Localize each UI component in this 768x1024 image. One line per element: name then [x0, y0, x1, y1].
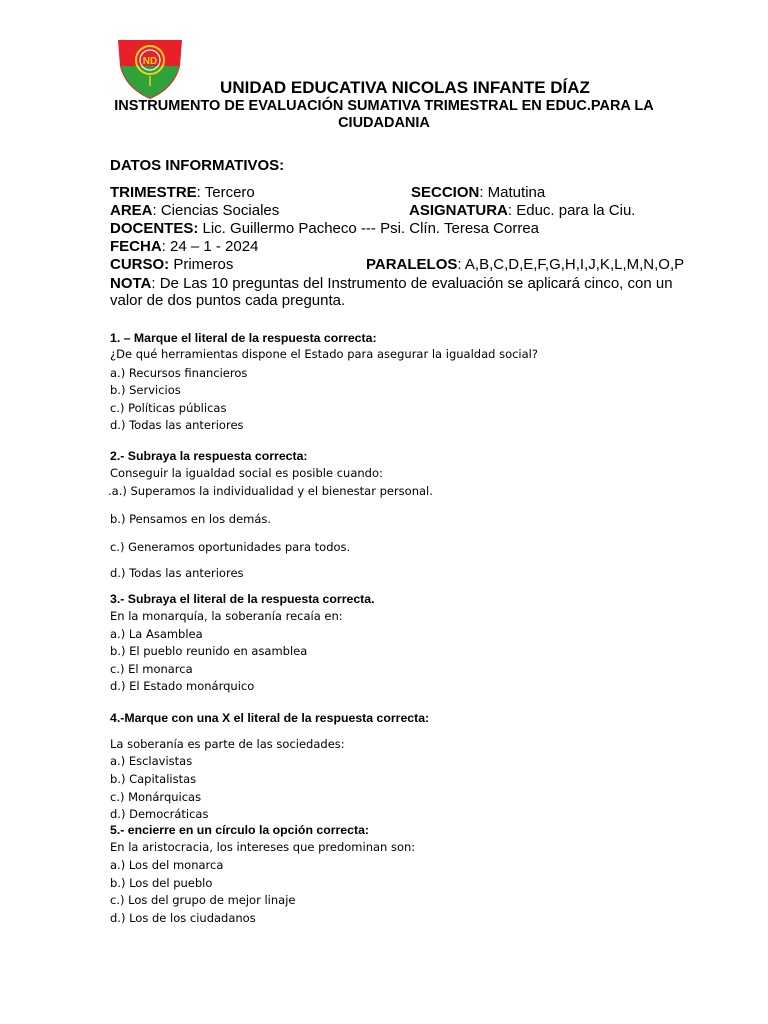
q4-prompt: La soberanía es parte de las sociedades:	[110, 737, 345, 751]
nota-field: NOTA: De Las 10 preguntas del Instrumento de evaluación se aplicará cinco, con un	[110, 275, 673, 292]
q4-option-d: d.) Democráticas	[110, 807, 209, 821]
school-name: UNIDAD EDUCATIVA NICOLAS INFANTE DÍAZ	[220, 78, 590, 97]
q3-option-a: a.) La Asamblea	[110, 627, 203, 641]
asignatura-field: ASIGNATURA: Educ. para la Ciu.	[409, 202, 636, 219]
q5-option-b: b.) Los del pueblo	[110, 876, 213, 890]
q1-option-c: c.) Políticas públicas	[110, 401, 227, 415]
q1-option-d: d.) Todas las anteriores	[110, 418, 244, 432]
q3-prompt: En la monarquía, la soberanía recaía en:	[110, 609, 343, 623]
docentes-field: DOCENTES: Lic. Guillermo Pacheco --- Psi. Clín. Teresa Correa	[110, 220, 540, 237]
q1-prompt: ¿De qué herramientas dispone el Estado para asegurar la igualdad social?	[110, 347, 538, 361]
q5-heading: 5.- encierre en un círculo la opción correcta:	[110, 823, 369, 837]
q5-option-c: c.) Los del grupo de mejor linaje	[110, 893, 296, 907]
q1-option-a: a.) Recursos financieros	[110, 366, 248, 380]
curso-field: CURSO: Primeros	[110, 256, 234, 273]
instrument-title-line1: INSTRUMENTO DE EVALUACIÓN SUMATIVA TRIMESTRAL EN EDUC.PARA LA	[114, 98, 654, 114]
q4-option-b: b.) Capitalistas	[110, 772, 197, 786]
paralelos-field: PARALELOS: A,B,C,D,E,F,G,H,I,J,K,L,M,N,O,P	[366, 256, 685, 273]
trimestre-field: TRIMESTRE: Tercero	[110, 184, 255, 201]
q2-option-c: c.) Generamos oportunidades para todos.	[110, 540, 351, 554]
seccion-field: SECCION: Matutina	[411, 184, 546, 201]
q5-option-d: d.) Los de los ciudadanos	[110, 911, 256, 925]
q4-heading: 4.-Marque con una X el literal de la respuesta correcta:	[110, 711, 430, 725]
q1-option-b: b.) Servicios	[110, 383, 181, 397]
q5-prompt: En la aristocracia, los intereses que predominan son:	[110, 840, 416, 854]
q2-option-d: d.) Todas las anteriores	[110, 566, 244, 580]
nota-continuation: valor de dos puntos cada pregunta.	[110, 292, 346, 309]
q2-option-a: .a.) Superamos la individualidad y el bienestar personal.	[108, 484, 433, 498]
instrument-title-line2: CIUDADANIA	[338, 115, 430, 131]
q1-heading: 1. – Marque el literal de la respuesta correcta:	[110, 331, 377, 345]
q4-option-a: a.) Esclavistas	[110, 754, 193, 768]
fecha-field: FECHA: 24 – 1 - 2024	[110, 238, 259, 255]
q2-prompt: Conseguir la igualdad social es posible cuando:	[110, 466, 383, 480]
area-field: AREA: Ciencias Sociales	[110, 202, 280, 219]
q2-option-b: b.) Pensamos en los demás.	[110, 512, 272, 526]
q3-option-b: b.) El pueblo reunido en asamblea	[110, 644, 308, 658]
datos-heading: DATOS INFORMATIVOS:	[110, 157, 285, 174]
svg-text:ND: ND	[142, 56, 158, 67]
q5-option-a: a.) Los del monarca	[110, 858, 224, 872]
q3-option-c: c.) El monarca	[110, 662, 193, 676]
q3-option-d: d.) El Estado monárquico	[110, 679, 255, 693]
q4-option-c: c.) Monárquicas	[110, 790, 202, 804]
q3-heading: 3.- Subraya el literal de la respuesta correcta.	[110, 592, 375, 606]
q2-heading: 2.- Subraya la respuesta correcta:	[110, 449, 308, 463]
